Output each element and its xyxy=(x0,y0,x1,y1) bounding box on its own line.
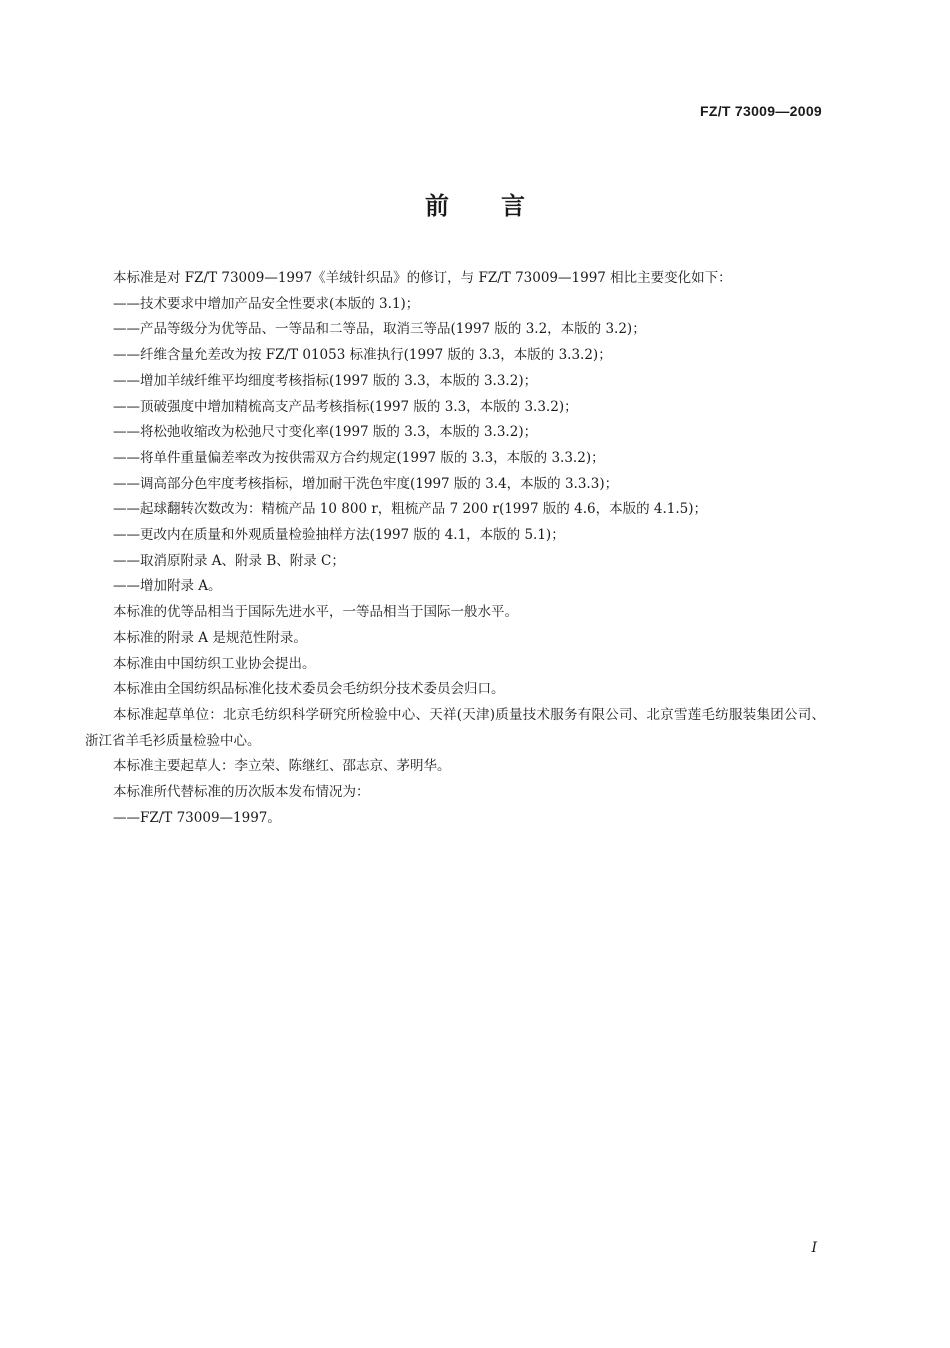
paragraph-intro: 本标准是对 FZ/T 73009—1997《羊绒针织品》的修订，与 FZ/T 73009—1997 相比主要变化如下： xyxy=(113,270,732,286)
paragraph-committee: 本标准由全国纺织品标准化技术委员会毛纺织分技术委员会归口。 xyxy=(113,681,505,698)
paragraph-proposer: 本标准由中国纺织工业协会提出。 xyxy=(113,655,316,672)
change-item: ——增加附录 A。 xyxy=(113,578,222,595)
change-item: ——纤维含量允差改为按 FZ/T 01053 标准执行(1997 版的 3.3，本版的 3.3.2)； xyxy=(113,347,612,364)
page-number: I xyxy=(811,1240,817,1256)
change-item: ——增加羊绒纤维平均细度考核指标(1997 版的 3.3，本版的 3.3.2)； xyxy=(113,372,538,389)
change-item: ——技术要求中增加产品安全性要求(本版的 3.1)； xyxy=(113,295,420,312)
change-item: ——顶破强度中增加精梳高支产品考核指标(1997 版的 3.3，本版的 3.3.2)； xyxy=(113,398,578,415)
change-item: ——更改内在质量和外观质量检验抽样方法(1997 版的 4.1，本版的 5.1)； xyxy=(113,527,565,544)
change-item: ——取消原附录 A、附录 B、附录 C； xyxy=(113,552,345,569)
paragraph-quality-level: 本标准的优等品相当于国际先进水平，一等品相当于国际一般水平。 xyxy=(113,604,518,621)
document-code: FZ/T 73009—2009 xyxy=(699,103,822,119)
foreword-body xyxy=(85,266,825,831)
change-item: ——起球翻转次数改为：精梳产品 10 800 r，粗梳产品 7 200 r(1997 版的 4.6，本版的 4.1.5)； xyxy=(113,501,708,518)
paragraph-drafting-units: 本标准起草单位：北京毛纺织科学研究所检验中心、天祥(天津)质量技术服务有限公司、北京雪莲毛纺服装集团公司、浙江省羊毛衫质量检验中心。 xyxy=(85,706,825,749)
paragraph-drafters: 本标准主要起草人：李立荣、陈继红、邵志京、茅明华。 xyxy=(113,758,451,775)
change-item: ——将松弛收缩改为松弛尺寸变化率(1997 版的 3.3，本版的 3.3.2)； xyxy=(113,424,538,441)
change-item: ——产品等级分为优等品、一等品和二等品，取消三等品(1997 版的 3.2，本版的 3.2)； xyxy=(113,321,646,338)
page-title: 前言 xyxy=(425,192,577,220)
change-item: ——将单件重量偏差率改为按供需双方合约规定(1997 版的 3.3，本版的 3.3.2)； xyxy=(113,449,605,466)
history-item: ——FZ/T 73009—1997。 xyxy=(113,809,281,826)
paragraph-history-intro: 本标准所代替标准的历次版本发布情况为： xyxy=(113,784,370,801)
change-item: ——调高部分色牢度考核指标，增加耐干洗色牢度(1997 版的 3.4，本版的 3.3.3)； xyxy=(113,475,619,492)
paragraph-appendix: 本标准的附录 A 是规范性附录。 xyxy=(113,629,307,646)
